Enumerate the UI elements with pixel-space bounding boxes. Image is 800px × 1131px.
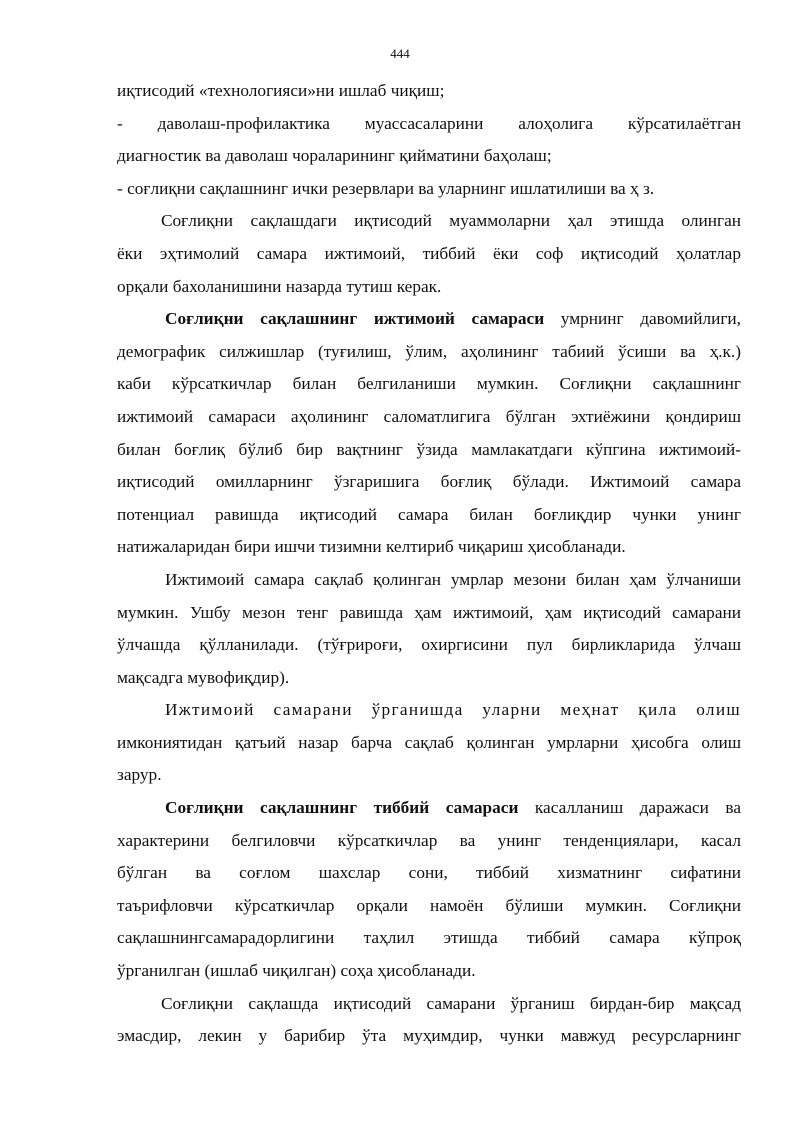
text-line [117,792,741,825]
text-line: каби кўрсаткичлар билан белгиланиши мумкин. Соғлиқни сақлашнинг [117,374,741,394]
text-line: мақсадга мувофиқдир). [117,667,290,687]
text-line: - соғлиқни сақлашнинг ички резервлари ва уларнинг ишлатилиши ва ҳ з. [117,178,655,198]
text-line: имкониятидан қатъий назар барча сақлаб қолинган умрларни ҳисобга олиш [117,732,741,752]
text-line: натижаларидан бири ишчи тизимни келтириб чиқариш ҳисобланади. [117,537,626,557]
text-line: ўлчашда қўлланилади. (тўғрироғи, охиргисини пул бирликларида ўлчаш [117,635,741,655]
text-line: зарур. [117,765,162,785]
text-line: потенциал равишда иқтисодий самара билан боғлиқдир чунки унинг [117,504,741,524]
text-line: Ижтимоий самарани ўрганишда уларни меҳнат қила олиш [165,700,741,720]
text-line: ижтимоий самараси аҳолининг саломатлигига бўлган эхтиёжини қондириш [117,406,741,426]
text-line: демографик силжишлар (туғилиш, ўлим, аҳолининг табиий ўсиши ва ҳ.к.) [117,341,741,361]
text-line: Соғлиқни сақлашда иқтисодий самарани ўрганиш бирдан-бир мақсад [161,993,741,1013]
text-line: Соғлиқни сақлашдаги иқтисодий муаммоларни ҳал этишда олинган [161,211,741,231]
text-line: сақлашнингсамарадорлигини таҳлил этишда тиббий самара кўпроқ [117,928,741,948]
text-line: мумкин. Ушбу мезон тенг равишда ҳам ижтимоий, ҳам иқтисодий самарани [117,602,741,622]
text-line: диагностик ва даволаш чораларининг қийматини баҳолаш; [117,146,552,166]
text-line [117,303,741,336]
text-line: билан боғлиқ бўлиб бир вақтнинг ўзида мамлакатдаги кўпгина ижтимоий- [117,439,741,459]
text-line: иқтисодий «технологияси»ни ишлаб чиқиш; [117,81,445,100]
bold-heading-medical-effect: Соғлиқни сақлашнинг тиббий самараси [165,798,519,818]
text-line: - даволаш-профилактика муассасаларини алоҳолига кўрсатилаётган [117,113,741,133]
text-line: эмасдир, лекин у барибир ўта муҳимдир, чунки мавжуд ресурсларнинг [117,1026,741,1046]
page-number: 444 [390,46,410,61]
text-line: ўрганилган (ишлаб чиқилган) соҳа ҳисобланади. [117,961,476,981]
text-line: Ижтимоий самара сақлаб қолинган умрлар мезони билан ҳам ўлчаниши [165,569,741,589]
text-line: орқали бахоланишини назарда тутиш керак. [117,276,442,296]
text-line: иқтисодий омилларнинг ўзгаришига боғлиқ бўлади. Ижтимоий самара [117,472,741,492]
text-line: таърифловчи кўрсаткичлар орқали намоён бўлиши мумкин. Соғлиқни [117,895,741,915]
bold-heading-social-effect: Соғлиқни сақлашнинг ижтимоий самараси [165,309,545,329]
body-text [117,75,741,1053]
text-line: бўлган ва соғлом шахслар сони, тиббий хизматнинг сифатини [117,863,741,883]
text-line: ёки эҳтимолий самара ижтимоий, тиббий ёки соф иқтисодий ҳолатлар [117,243,741,263]
text-fragment: умрнинг давомийлиги, [560,309,741,329]
text-fragment: касалланиш даражаси ва [534,798,741,818]
text-line: характерини белгиловчи кўрсаткичлар ва унинг тенденциялари, касал [117,830,741,850]
